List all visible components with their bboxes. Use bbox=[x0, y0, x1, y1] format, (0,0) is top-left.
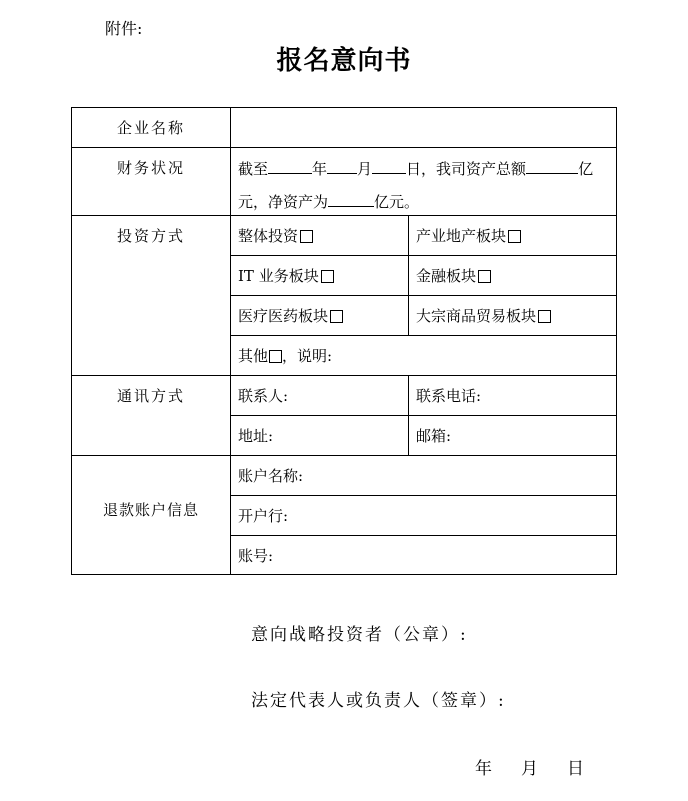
invest-option-industrial-real-estate[interactable] bbox=[416, 226, 521, 246]
sub-row-divider bbox=[230, 295, 616, 296]
registration-form-table bbox=[71, 107, 617, 575]
option-label: 整体投资 bbox=[238, 227, 299, 245]
year-text: 年 bbox=[312, 160, 328, 178]
day-text: 日，我司资产总额 bbox=[406, 160, 527, 178]
option-label: 大宗商品贸易板块 bbox=[416, 307, 537, 325]
other-explain-label: ，说明: bbox=[282, 347, 333, 365]
account-number-field[interactable]: 账号: bbox=[238, 547, 274, 565]
invest-option-finance[interactable] bbox=[416, 266, 491, 286]
total-assets-blank[interactable] bbox=[526, 158, 578, 174]
row-divider bbox=[72, 215, 616, 216]
checkbox[interactable] bbox=[508, 230, 521, 243]
invest-column-divider bbox=[408, 215, 409, 335]
option-label: 医疗医药板块 bbox=[238, 307, 329, 325]
page-title: 报名意向书 bbox=[276, 46, 412, 76]
legal-rep-sign-line: 法定代表人或负责人（签章）: bbox=[251, 691, 506, 711]
option-label: 金融板块 bbox=[416, 267, 477, 285]
checkbox[interactable] bbox=[478, 270, 491, 283]
invest-option-medical[interactable] bbox=[238, 306, 343, 326]
checkbox[interactable] bbox=[538, 310, 551, 323]
net-assets-suffix: 亿元。 bbox=[374, 193, 420, 211]
month-text: 月 bbox=[357, 160, 373, 178]
finance-label: 财务状况 bbox=[116, 159, 185, 177]
company-name-label: 企业名称 bbox=[116, 119, 185, 137]
sub-row-divider bbox=[230, 335, 616, 336]
date-month: 月 bbox=[521, 759, 538, 779]
day-blank[interactable] bbox=[372, 158, 406, 174]
finance-line-1 bbox=[238, 158, 593, 179]
invest-option-other[interactable] bbox=[238, 346, 332, 366]
finance-prefix: 截至 bbox=[238, 160, 269, 178]
checkbox[interactable] bbox=[330, 310, 343, 323]
row-divider bbox=[72, 147, 616, 148]
month-blank[interactable] bbox=[327, 158, 357, 174]
sub-row-divider bbox=[230, 255, 616, 256]
year-blank[interactable] bbox=[268, 158, 312, 174]
net-assets-blank[interactable] bbox=[328, 191, 374, 207]
investor-seal-line: 意向战略投资者（公章）: bbox=[251, 625, 468, 645]
option-label: 其他 bbox=[238, 347, 269, 365]
option-label: IT 业务板块 bbox=[238, 267, 319, 285]
checkbox[interactable] bbox=[300, 230, 313, 243]
sub-row-divider bbox=[230, 415, 616, 416]
address-field[interactable]: 地址: bbox=[238, 427, 274, 445]
checkbox[interactable] bbox=[321, 270, 334, 283]
invest-option-whole[interactable] bbox=[238, 226, 313, 246]
checkbox[interactable] bbox=[269, 350, 282, 363]
invest-option-it[interactable] bbox=[238, 266, 334, 286]
account-name-field[interactable]: 账户名称: bbox=[238, 467, 304, 485]
date-year: 年 bbox=[475, 759, 492, 779]
sub-row-divider bbox=[230, 495, 616, 496]
invest-option-commodity[interactable] bbox=[416, 306, 551, 326]
sub-row-divider bbox=[230, 535, 616, 536]
attachment-label: 附件: bbox=[105, 19, 143, 38]
invest-method-label: 投资方式 bbox=[116, 227, 185, 245]
row-divider bbox=[72, 455, 616, 456]
date-day: 日 bbox=[567, 759, 584, 779]
contact-label: 通讯方式 bbox=[116, 387, 185, 405]
company-name-field[interactable] bbox=[238, 118, 608, 138]
refund-account-label: 退款账户信息 bbox=[102, 501, 199, 519]
option-label: 产业地产板块 bbox=[416, 227, 507, 245]
finance-line-2 bbox=[238, 191, 419, 212]
row-divider bbox=[72, 375, 616, 376]
email-field[interactable]: 邮箱: bbox=[416, 427, 452, 445]
contact-phone-field[interactable]: 联系电话: bbox=[416, 387, 482, 405]
contact-person-field[interactable]: 联系人: bbox=[238, 387, 289, 405]
net-assets-prefix: 元，净资产为 bbox=[238, 193, 329, 211]
bank-field[interactable]: 开户行: bbox=[238, 507, 289, 525]
yi-text: 亿 bbox=[578, 160, 594, 178]
label-column-divider bbox=[230, 108, 231, 574]
